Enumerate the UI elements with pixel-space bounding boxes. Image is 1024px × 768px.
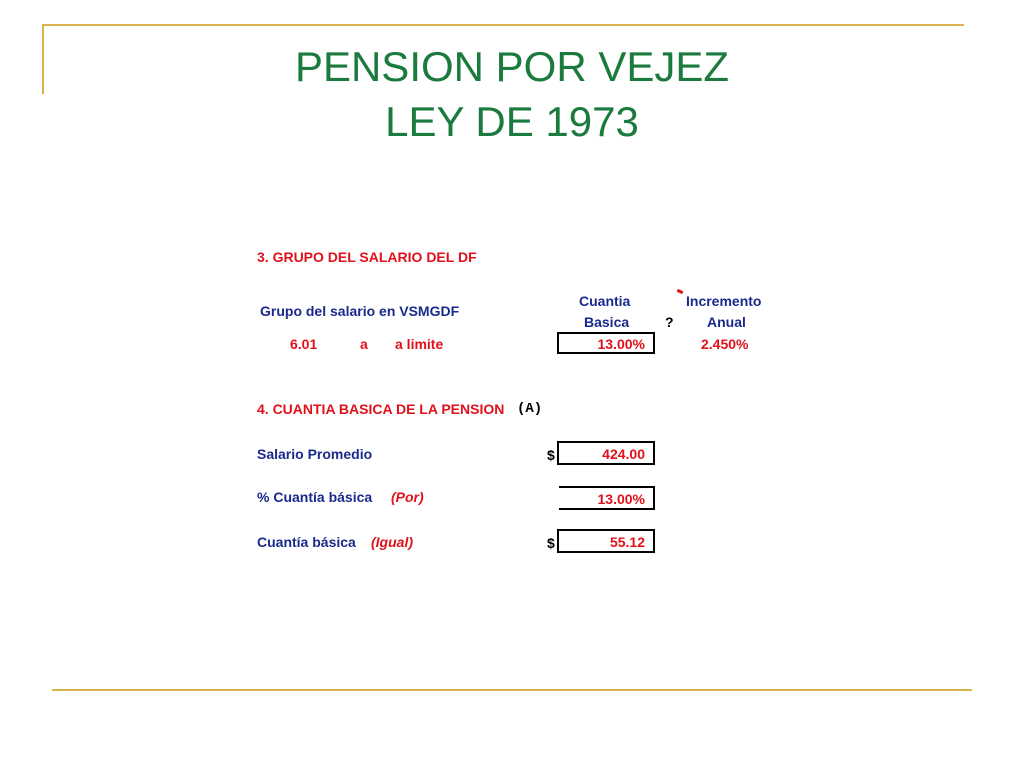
cuantia-header-line2: Basica <box>584 314 630 330</box>
section4-heading: 4. CUANTIA BASICA DE LA PENSION <box>257 401 505 417</box>
top-rule <box>42 24 964 26</box>
range-separator: a <box>360 336 368 352</box>
cuantia-basica-currency: $ <box>547 535 555 551</box>
section3-heading: 3. GRUPO DEL SALARIO DEL DF <box>257 249 477 265</box>
salario-promedio-cell: 424.00 <box>557 441 655 465</box>
cuantia-header-line1: Cuantia <box>579 293 631 309</box>
range-to: a limite <box>395 336 444 352</box>
cuantia-basica-result-cell: 55.12 <box>557 529 655 553</box>
salario-promedio-currency: $ <box>547 447 555 463</box>
cuantia-pct-label: % Cuantía básica <box>257 489 373 505</box>
slide-title-line1: PENSION POR VEJEZ <box>294 43 730 90</box>
cuantia-pct-cell: 13.00% <box>559 486 655 510</box>
cuantia-basica-cell: 13.00% <box>557 332 655 354</box>
cuantia-basica-label: Cuantía básica <box>257 534 356 550</box>
question-mark: ? <box>665 314 674 330</box>
range-from: 6.01 <box>290 336 318 352</box>
cuantia-pct-note: (Por) <box>391 489 424 505</box>
slide-title-line2: LEY DE 1973 <box>385 98 639 145</box>
incremento-header-line2: Anual <box>707 314 746 330</box>
salario-promedio-label: Salario Promedio <box>257 446 373 462</box>
incremento-anual-value: 2.450% <box>701 336 749 352</box>
section4-heading-suffix: (A) <box>517 401 543 417</box>
incremento-header-line1: Incremento <box>686 293 762 309</box>
group-label: Grupo del salario en VSMGDF <box>260 303 460 319</box>
comment-marker <box>677 289 684 294</box>
cuantia-basica-note: (Igual) <box>371 534 413 550</box>
bottom-rule <box>52 689 972 691</box>
